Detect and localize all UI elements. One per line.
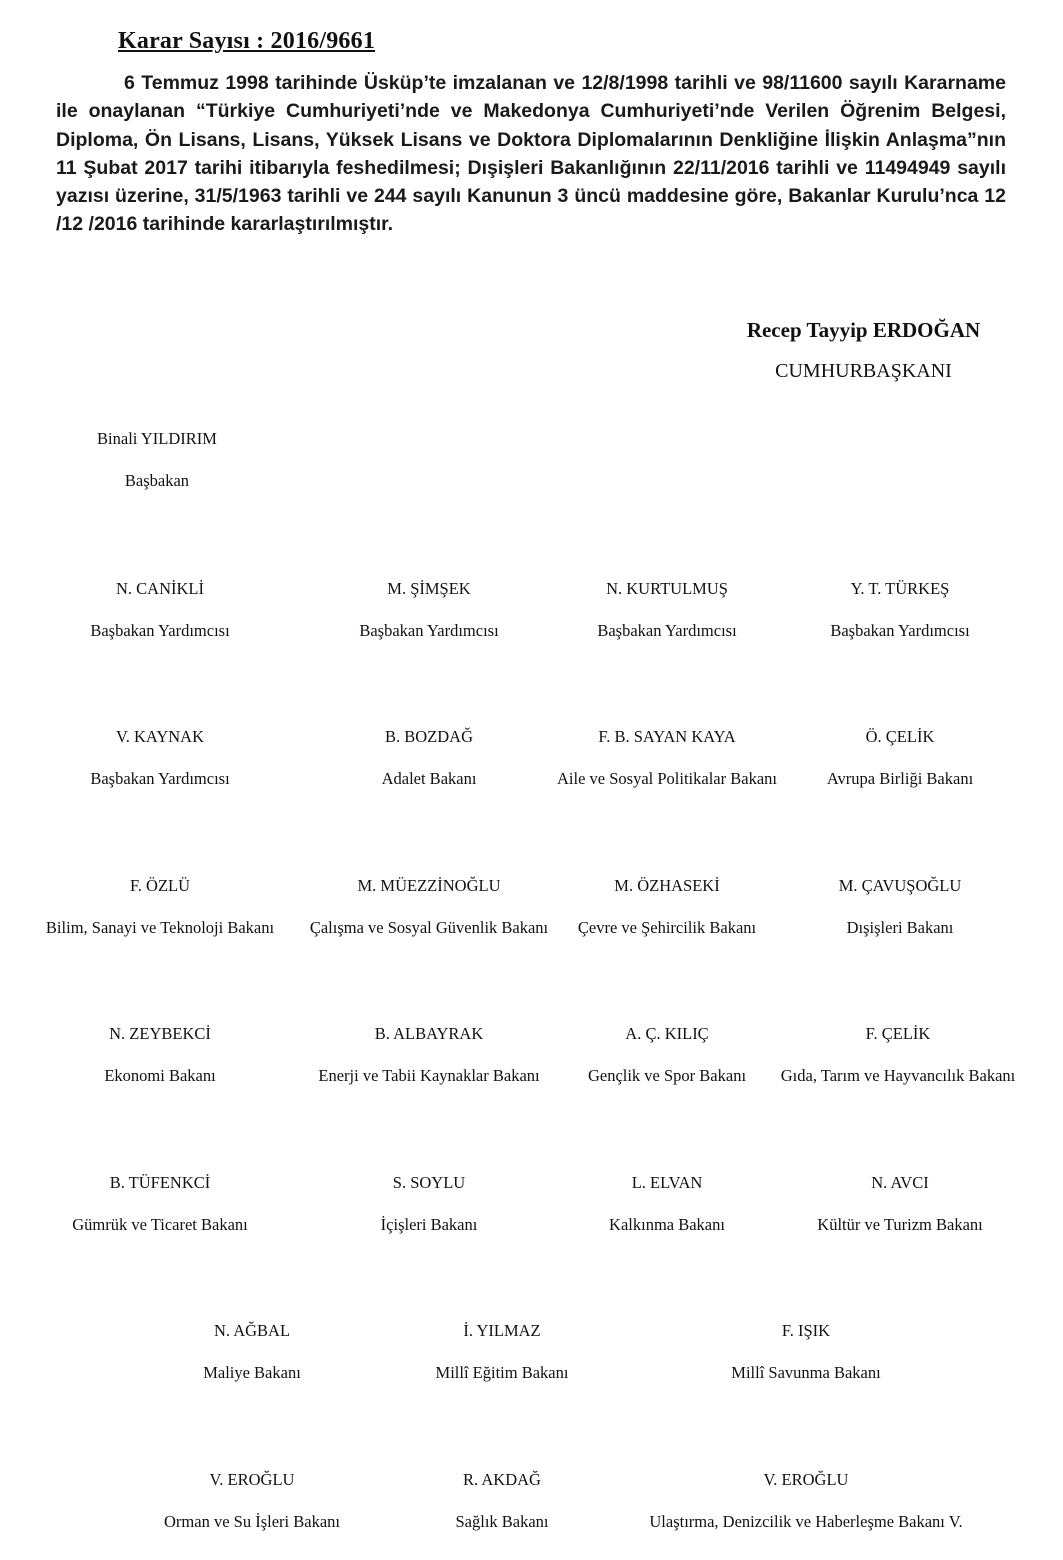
signature-block (827, 727, 973, 789)
signature-block (90, 727, 229, 789)
signature-block (597, 579, 736, 641)
signatory-name: N. AĞBAL (213, 1321, 291, 1340)
signatory-name: M. MÜEZZİNOĞLU (357, 876, 501, 895)
signatory-title: Millî Eğitim Bakanı (435, 1363, 569, 1382)
signature-block (817, 1173, 982, 1235)
signatory-title: Başbakan Yardımcısı (359, 621, 499, 640)
signatory-title: Millî Savunma Bakanı (731, 1363, 881, 1382)
signatory-name: N. AVCI (871, 1173, 929, 1192)
signature-block (649, 1470, 962, 1532)
signature-block (436, 1321, 569, 1383)
signatory-title: Gıda, Tarım ve Hayvancılık Bakanı (780, 1066, 1016, 1085)
signatory-title: Ekonomi Bakanı (104, 1066, 216, 1085)
signatory-name: V. EROĞLU (763, 1470, 849, 1489)
signatory-name: B. TÜFENKCİ (109, 1173, 211, 1192)
signatory-name: F. ÇELİK (865, 1024, 931, 1043)
signatory-title: Avrupa Birliği Bakanı (826, 769, 974, 788)
signature-block (382, 727, 477, 789)
signatory-name: M. ÖZHASEKİ (614, 876, 720, 895)
signature-block (164, 1470, 340, 1532)
prime-minister-signature (97, 429, 217, 491)
signatory-title: Başbakan Yardımcısı (830, 621, 970, 640)
signature-block (104, 1024, 215, 1086)
signatory-title: Başbakan Yardımcısı (90, 769, 230, 788)
president-title: CUMHURBAŞKANI (775, 360, 952, 382)
signature-block (90, 579, 229, 641)
signatory-title: Çalışma ve Sosyal Güvenlik Bakanı (309, 918, 549, 937)
president-name: Recep Tayyip ERDOĞAN (746, 318, 981, 342)
signatory-name: N. ZEYBEKCİ (109, 1024, 211, 1043)
signatory-name: B. ALBAYRAK (374, 1024, 484, 1043)
signatory-name: F. IŞIK (781, 1321, 831, 1340)
signatory-name: M. ŞİMŞEK (387, 579, 471, 598)
signatory-title: Kalkınma Bakanı (609, 1215, 725, 1234)
signatory-title: Adalet Bakanı (381, 769, 477, 788)
signature-block (557, 727, 777, 789)
signature-block (781, 1024, 1016, 1086)
signatory-title: Orman ve Su İşleri Bakanı (164, 1512, 340, 1531)
signatory-name: M. ÇAVUŞOĞLU (838, 876, 962, 895)
signature-block (839, 876, 962, 938)
signatory-name: S. SOYLU (392, 1173, 466, 1192)
signature-block (830, 579, 969, 641)
signature-block (731, 1321, 880, 1383)
signatory-title: Başbakan (124, 471, 190, 490)
signatory-name: Y. T. TÜRKEŞ (850, 579, 950, 598)
signatory-title: Gümrük ve Ticaret Bakanı (72, 1215, 248, 1234)
signature-block (46, 876, 274, 938)
president-signature (700, 318, 1027, 383)
signatory-name: F. ÖZLÜ (129, 876, 191, 895)
signatory-title: Aile ve Sosyal Politikalar Bakanı (557, 769, 777, 788)
signatory-name: V. EROĞLU (209, 1470, 295, 1489)
signatory-name: N. CANİKLİ (115, 579, 204, 598)
signature-block (203, 1321, 301, 1383)
signatory-title: Dışişleri Bakanı (846, 918, 954, 937)
signature-block (578, 876, 756, 938)
signatory-title: İçişleri Bakanı (380, 1215, 478, 1234)
signature-block (318, 1024, 539, 1086)
signature-block (455, 1470, 548, 1532)
signatory-title: Enerji ve Tabii Kaynaklar Bakanı (318, 1066, 540, 1085)
signatory-title: Gençlik ve Spor Bakanı (587, 1066, 747, 1085)
signatory-name: R. AKDAĞ (463, 1470, 541, 1489)
signatory-title: Kültür ve Turizm Bakanı (817, 1215, 983, 1234)
decision-title: Karar Sayısı : 2016/9661 (118, 28, 376, 54)
signatory-title: Çevre ve Şehircilik Bakanı (577, 918, 757, 937)
signatory-name: Ö. ÇELİK (865, 727, 935, 746)
signatory-name: Binali YILDIRIM (97, 429, 217, 448)
signatory-title: Ulaştırma, Denizcilik ve Haberleşme Bakanı V. (649, 1512, 963, 1531)
signature-block (72, 1173, 248, 1235)
signatory-title: Başbakan Yardımcısı (597, 621, 737, 640)
signatory-title: Bilim, Sanayi ve Teknoloji Bakanı (45, 918, 275, 937)
signatory-name: L. ELVAN (631, 1173, 703, 1192)
signatory-title: Sağlık Bakanı (455, 1512, 549, 1531)
signatory-name: A. Ç. KILIÇ (625, 1024, 709, 1043)
signature-block (609, 1173, 725, 1235)
signatory-name: F. B. SAYAN KAYA (598, 727, 736, 746)
signature-block (359, 579, 498, 641)
signatory-name: V. KAYNAK (115, 727, 205, 746)
signatory-name: B. BOZDAĞ (384, 727, 473, 746)
signature-block (310, 876, 548, 938)
signatory-title: Başbakan Yardımcısı (90, 621, 230, 640)
decision-body: 6 Temmuz 1998 tarihinde Üsküp’te imzalanan ve 12/8/1998 tarihli ve 98/11600 sayılı Kararname ile onaylanan “Türkiye Cumhuriyeti’nde ve Makedonya Cumhuriyeti’nde Verilen Öğrenim Belgesi, Diploma, Ön Lisans, Lisans, Yüksek Lisans ve Doktora Diplomalarının Denkliğine İlişkin Anlaşma”nın 11 Şubat 2017 tarihi itibarıyla feshedilmesi; Dışişleri Bakanlığının 22/11/2016 tarihli ve 11494949 sayılı yazısı üzerine, 31/5/1963 tarihli ve 244 sayılı Kanunun 3 üncü maddesine göre, Bakanlar Kurulu’nca 12 /12 /2016 tarihinde kararlaştırılmıştır. (56, 72, 1006, 236)
signatory-name: İ. YILMAZ (463, 1321, 541, 1340)
signatory-name: N. KURTULMUŞ (606, 579, 728, 598)
signature-block (381, 1173, 478, 1235)
signatory-title: Maliye Bakanı (203, 1363, 301, 1382)
signature-block (588, 1024, 746, 1086)
